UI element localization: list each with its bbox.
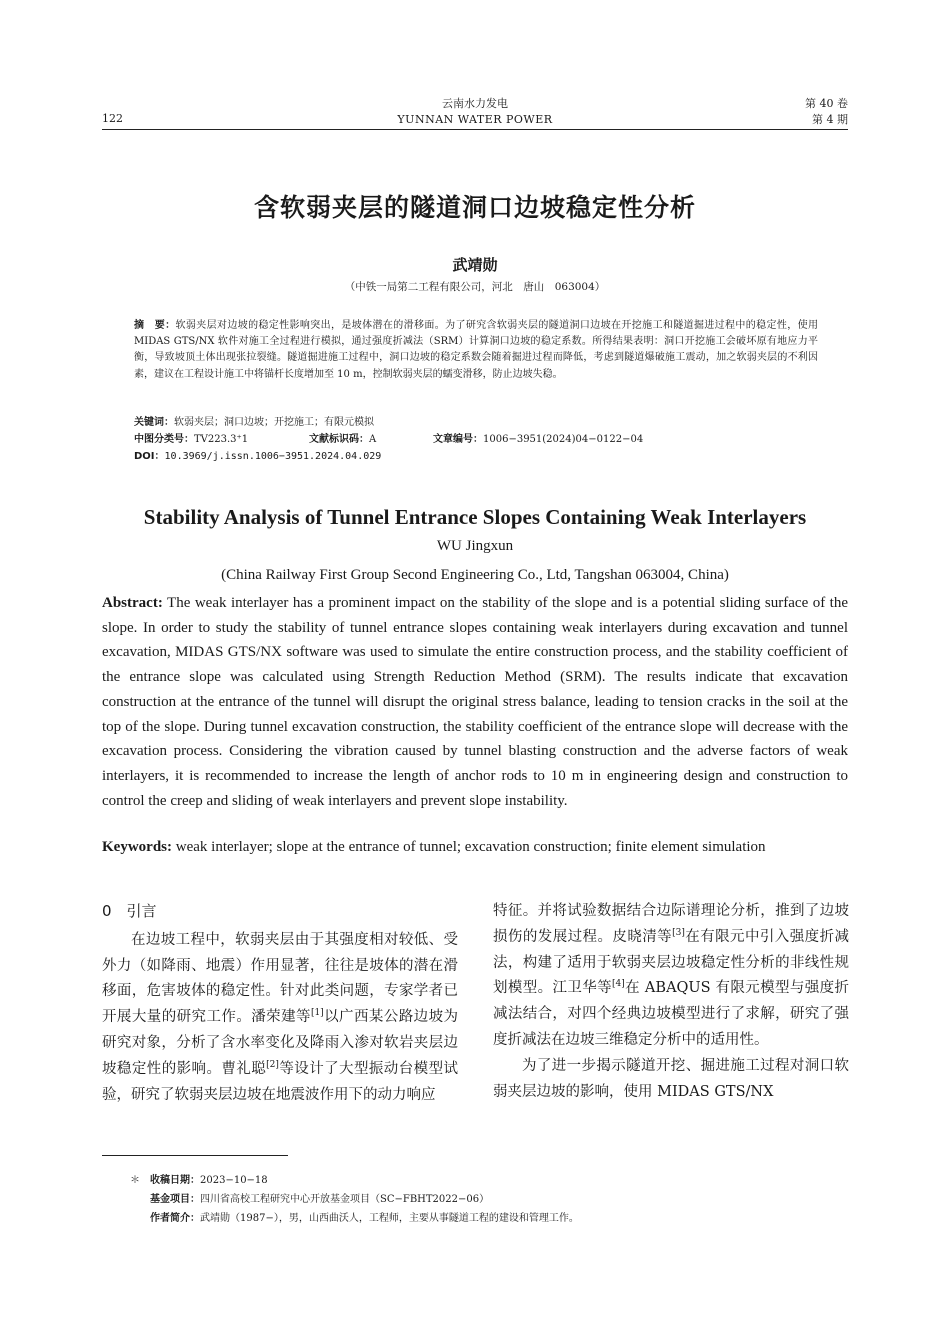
header-divider: [102, 129, 848, 130]
bio-label: 作者简介：: [150, 1213, 200, 1224]
affiliation-en: (China Railway First Group Second Engineering Co., Ltd, Tangshan 063004, China): [221, 567, 729, 583]
abstract-cn: [134, 318, 818, 383]
keywords-cn-text: 软弱夹层；洞口边坡；开挖施工；有限元模拟: [174, 417, 374, 428]
citation-2: [2]: [266, 1059, 279, 1070]
fund-label: 基金项目：: [150, 1194, 200, 1205]
keywords-cn-label: 关键词：: [134, 417, 174, 428]
abstract-en-label: Abstract:: [102, 595, 163, 611]
volume-issue: [805, 96, 848, 128]
doc-code-label: 文献标识码：: [309, 434, 369, 445]
page-number: 122: [102, 112, 123, 125]
received-label: 收稿日期：: [150, 1175, 200, 1186]
body-column-left: [102, 899, 458, 1108]
clc-label: 中图分类号：: [134, 434, 194, 445]
abstract-en-text: The weak interlayer has a prominent impact on the stability of the slope and is a potential sliding surface of the slope. In order to study the stability of tunnel entrance slopes containing weak interlayers during excavation and tunnel excavation, MIDAS GTS/NX software was used to simulate the entire construction process, and the stability coefficient of the entrance slope was calculated using Strength Reduction Method (SRM). The results indicate that excavation construction at the entrance of the tunnel will disrupt the original stress balance, leading to tension cracks in the soil at the top of the slope. During tunnel excavation construction, the stability coefficient of the entrance slope will decrease with the excavation process. Considering the vibration caused by tunnel blasting construction and the adverse factors of weak interlayers, it is recommended to increase the length of anchor rods to 10 m in engineering design and construction to control the creep and sliding of weak interlayers and prevent slope instability.: [102, 595, 848, 809]
paragraph-text: 特征。并将试验数据结合边际谱理论分析，推到了边坡损伤的发展过程。皮晓清等: [493, 903, 849, 945]
article-number-label: 文章编号：: [433, 434, 483, 445]
footnote-divider: [102, 1155, 288, 1156]
journal-name-cn: 云南水力发电: [442, 97, 508, 110]
citation-3: [3]: [672, 927, 685, 938]
citation-4: [4]: [611, 979, 625, 990]
keywords-cn: [134, 415, 818, 431]
section-heading-intro: 0 引言: [102, 902, 157, 920]
fund-value: 四川省高校工程研究中心开放基金项目（SC−FBHT2022−06）: [200, 1194, 490, 1205]
paragraph-intro-1-cont: [493, 899, 849, 1054]
footnote-fund: [150, 1190, 489, 1209]
keywords-en-label: Keywords:: [102, 839, 172, 855]
keywords-en: [102, 839, 848, 856]
doi-label: DOI：: [134, 451, 165, 462]
paragraph-text: 等设计了大型振动台模型试验，研究了软弱夹层边坡在地震波作用下的动力响应: [102, 1060, 459, 1103]
paragraph-text: 以广西某公路边坡为研究对象，分析了含水率变化及降雨入渗对软岩夹层边坡稳定性的影响。曹礼聪: [102, 1009, 459, 1077]
abstract-en: [102, 591, 848, 813]
doi-line: [134, 449, 818, 465]
received-value: 2023−10−18: [200, 1175, 268, 1186]
bio-value: 武靖勋（1987−），男，山西曲沃人，工程师，主要从事隧道工程的建设和管理工作。: [200, 1213, 579, 1224]
title-en: Stability Analysis of Tunnel Entrance Slopes Containing Weak Interlayers: [143, 505, 807, 529]
paragraph-text: 在有限元中引入强度折减法，构建了适用于软弱夹层边坡稳定性分析的非线性规划模型。江卫华等: [493, 928, 850, 997]
keywords-en-text: weak interlayer; slope at the entrance of tunnel; excavation construction; finite element simulation: [172, 839, 766, 855]
paragraph-text: 在边坡工程中，软弱夹层由于其强度相对较低、受外力（如降雨、地震）作用显著，往往是坡体的潜在滑移面，危害坡体的稳定性。针对此类问题，专家学者已开展大量的研究工作。潘荣建等: [102, 931, 458, 1026]
abstract-cn-label: 摘 要：: [134, 320, 176, 331]
citation-1: [1]: [310, 1008, 324, 1019]
article-number-value: 1006−3951(2024)04−0122−04: [483, 434, 644, 445]
doi-value: 10.3969/j.issn.1006−3951.2024.04.029: [164, 451, 382, 462]
footnote-bio: [150, 1209, 579, 1228]
author-en: WU Jingxun: [436, 538, 514, 554]
classification-line: [134, 432, 818, 448]
title-cn: 含软弱夹层的隧道洞口边坡稳定性分析: [253, 193, 696, 222]
clc-value: TV223.3⁺1: [194, 434, 249, 445]
author-cn: 武靖勋: [452, 256, 498, 274]
footnote-marker: ＊: [130, 1175, 140, 1186]
footnote-received: [130, 1171, 268, 1190]
paragraph-intro-2: 为了进一步揭示隧道开挖、掘进施工过程对洞口软弱夹层边坡的影响，使用 MIDAS GTS/NX: [493, 1057, 849, 1100]
body-column-right: [493, 899, 849, 1105]
issue: 第 4 期: [812, 113, 848, 126]
abstract-cn-text: 软弱夹层对边坡的稳定性影响突出，是坡体潜在的滑移面。为了研究含软弱夹层的隧道洞口边坡在开挖施工和隧道掘进过程中的稳定性，使用 MIDAS GTS/NX 软件对施工全过程进行模拟，通过强度折减法（SRM）计算洞口边坡的稳定系数。所得结果表明：洞口开挖施工会破坏原有地应力平衡，导致坡顶土体出现张拉裂缝。隧道掘进施工过程中，洞口边坡的稳定系数会随着掘进过程而降低，考虑到隧道爆破施工震动，加之软弱夹层的不利因素，建议在工程设计施工中将锚杆长度增加至 10 m，控制软弱夹层的蠕变滑移，防止边坡失稳。: [134, 320, 819, 380]
paragraph-intro-1: [102, 928, 458, 1109]
affiliation-cn: （中铁一局第二工程有限公司，河北 唐山 063004）: [344, 281, 606, 293]
doc-code-value: A: [369, 434, 377, 445]
journal-name-en: YUNNAN WATER POWER: [397, 113, 553, 126]
volume: 第 40 卷: [805, 97, 848, 110]
paragraph-text: 在 ABAQUS 有限元模型与强度折减法结合，对四个经典边坡模型进行了求解，研究了强度折减法在边坡三维稳定分析中的适用性。: [493, 980, 850, 1048]
